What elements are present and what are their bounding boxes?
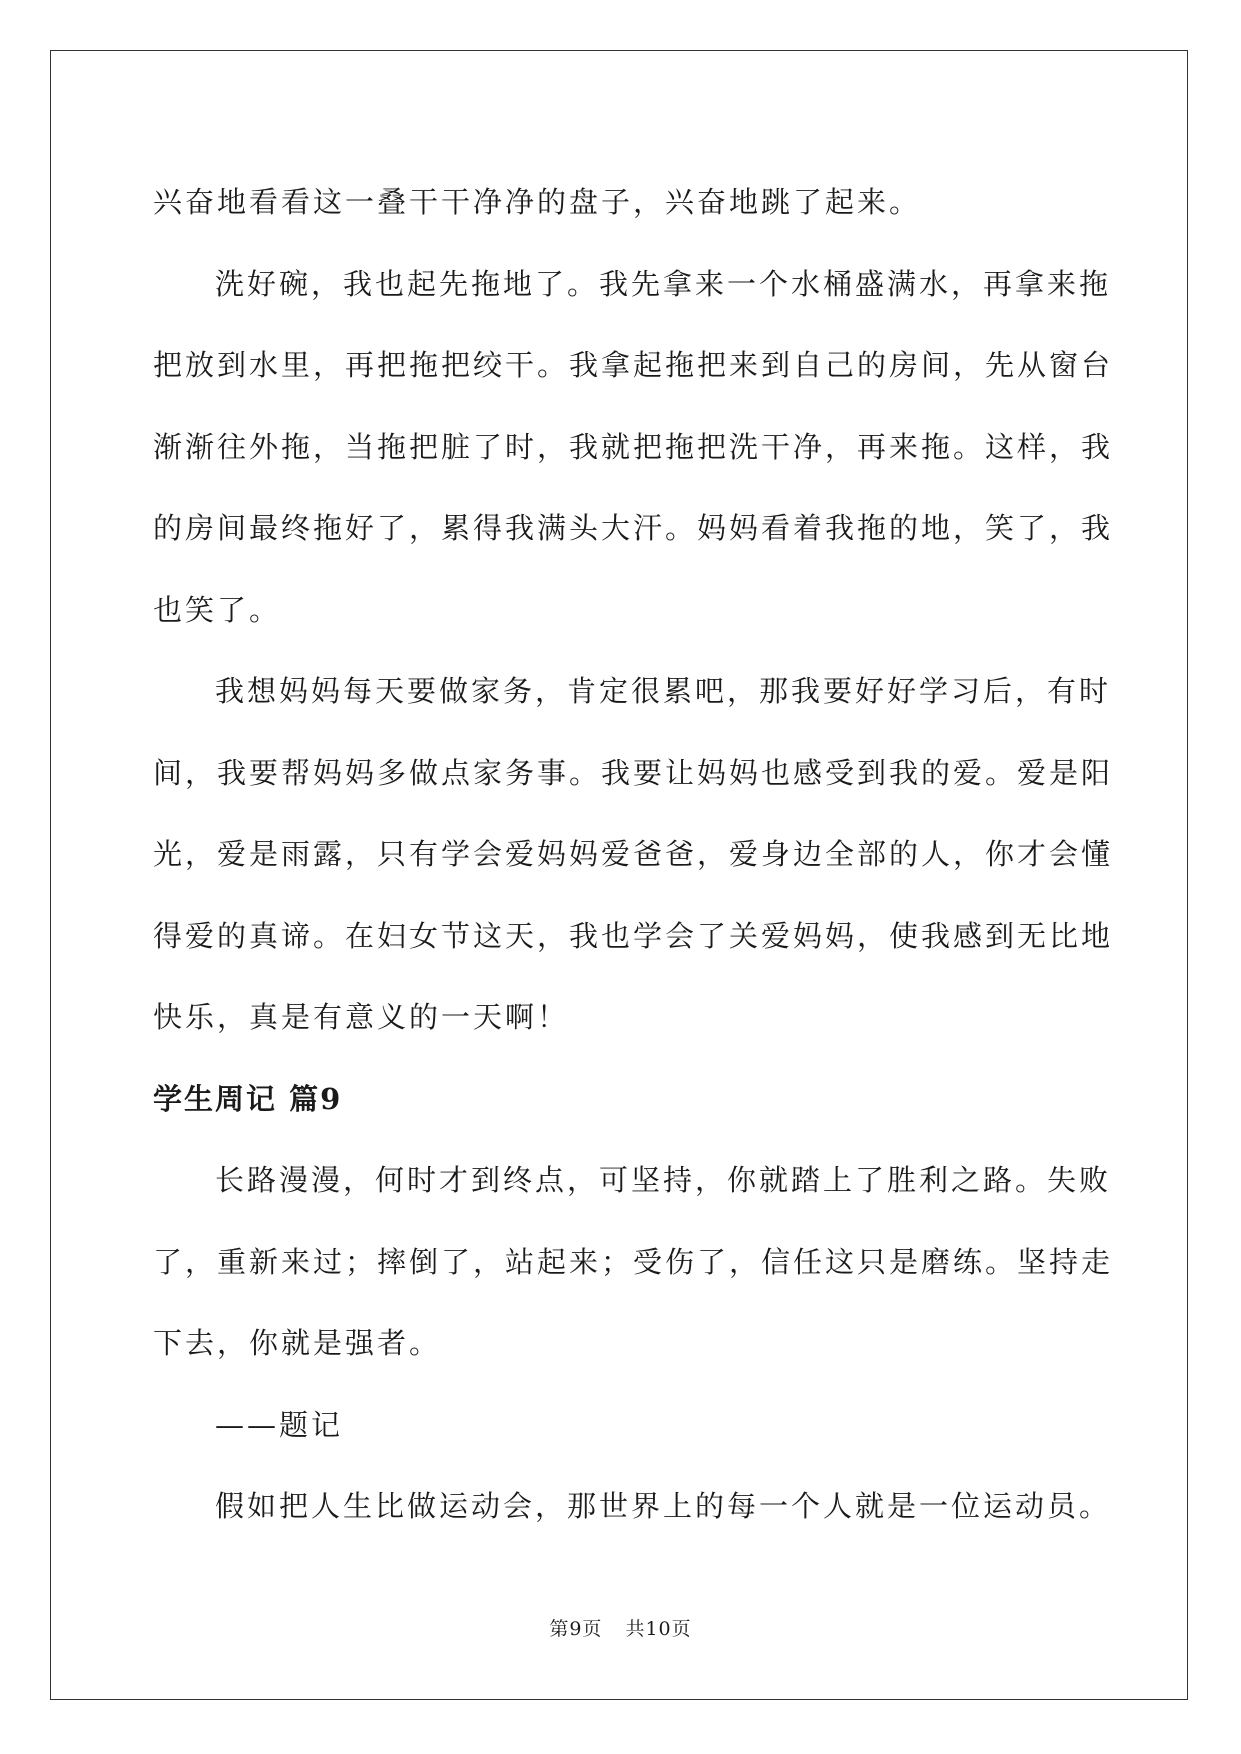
- section-heading: 学生周记 篇9: [153, 1081, 343, 1116]
- text-line: 洗好碗，我也起先拖地了。我先拿来一个水桶盛满水，再拿来拖: [215, 266, 1112, 301]
- text-line: 光，爱是雨露，只有学会爱妈妈爱爸爸，爱身边全部的人，你才会懂: [153, 837, 1114, 871]
- text-line: 也笑了。: [153, 592, 282, 627]
- text-line: 我想妈妈每天要做家务，肯定很累吧，那我要好好学习后，有时: [215, 674, 1112, 708]
- paragraph: [153, 1140, 1114, 1385]
- paragraph: [153, 244, 1114, 652]
- paragraph: [153, 162, 1083, 244]
- text-line: ——题记: [215, 1407, 344, 1442]
- page-number: 第9页: [549, 1618, 603, 1640]
- text-line: 假如把人生比做运动会，那世界上的每一个人就是一位运动员。: [215, 1489, 1112, 1523]
- text-line: 的房间最终拖好了，累得我满头大汗。妈妈看着我拖的地，笑了，我: [153, 511, 1114, 545]
- paragraph: [153, 1466, 1112, 1548]
- epigraph-attribution: [153, 1385, 1083, 1467]
- paragraph: [153, 651, 1114, 1059]
- document-body: [153, 162, 1114, 1548]
- text-line: 间，我要帮妈妈多做点家务事。我要让妈妈也感受到我的爱。爱是阳: [153, 755, 1114, 790]
- text-line: 长路漫漫，何时才到终点，可坚持，你就踏上了胜利之路。失败: [215, 1163, 1112, 1197]
- text-line: 快乐，真是有意义的一天啊！: [153, 1000, 570, 1034]
- text-line: 下去，你就是强者。: [153, 1326, 442, 1360]
- text-line: 得爱的真谛。在妇女节这天，我也学会了关爱妈妈，使我感到无比地: [153, 918, 1114, 953]
- text-line: 渐渐往外拖，当拖把脏了时，我就把拖把洗干净，再来拖。这样，我: [153, 429, 1114, 464]
- text-line: 把放到水里，再把拖把绞干。我拿起拖把来到自己的房间，先从窗台: [153, 348, 1114, 382]
- text-line: 了，重新来过；摔倒了，站起来；受伤了，信任这只是磨练。坚持走: [153, 1244, 1114, 1279]
- page-total: 共10页: [625, 1618, 692, 1640]
- page-footer: [0, 1614, 1241, 1641]
- text-line: 兴奋地看看这一叠干干净净的盘子，兴奋地跳了起来。: [153, 185, 922, 219]
